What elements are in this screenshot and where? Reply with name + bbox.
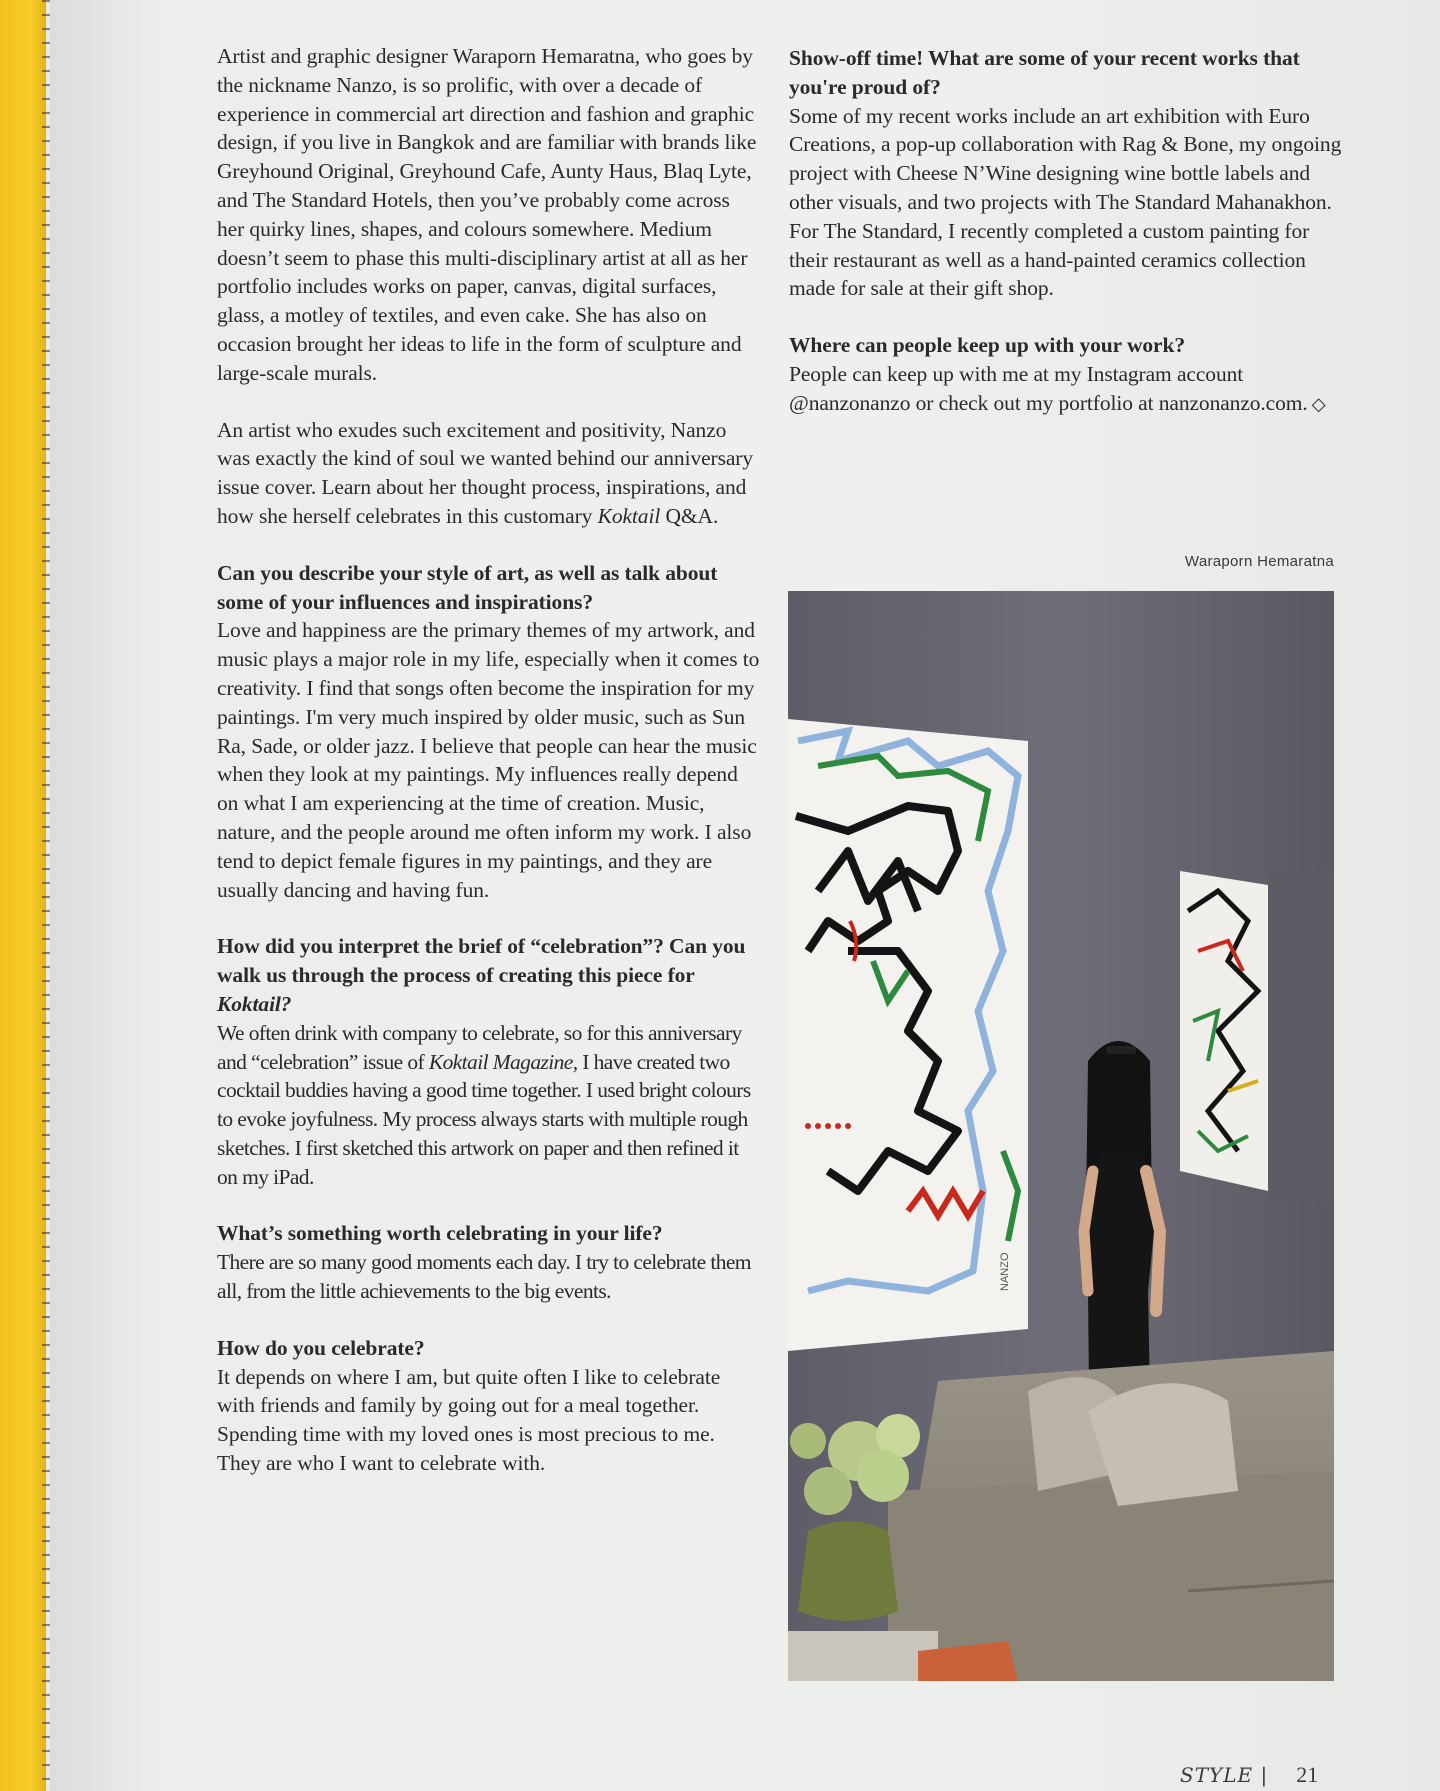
a6-text: People can keep up with me at my Instagram account @nanzonanzo or check out my portfolio at nanzonanzo.com. xyxy=(789,361,1308,415)
question-style: Can you describe your style of art, as well as talk about some of your influences and inspirations? xyxy=(217,560,718,614)
sofa xyxy=(888,1351,1334,1681)
answer-celebration xyxy=(217,1019,762,1192)
question-how-celebrate: How do you celebrate? xyxy=(217,1335,425,1360)
yellow-page-edge xyxy=(0,0,46,1791)
answer-worth-celebrating: There are so many good moments each day. I try to celebrate them all, from the little achievements to the big events. xyxy=(217,1250,751,1304)
q2-text: How did you interpret the brief of “celebration”? Can you walk us through the process of creating this piece for xyxy=(217,934,746,988)
painting-signature: NANZO xyxy=(999,1252,1011,1291)
page-footer xyxy=(1180,1762,1318,1788)
a2-italic: Koktail Magazine, xyxy=(428,1049,578,1074)
section-label: STYLE | xyxy=(1180,1763,1269,1787)
question-celebration xyxy=(217,932,762,1018)
page-number: 21 xyxy=(1296,1762,1319,1787)
large-painting xyxy=(788,719,1028,1351)
answer-how-celebrate: It depends on where I am, but quite often I like to celebrate with friends and family by going out for a meal together. Spending time with my loved ones is most precious to me. They are who I want to celebrate with. xyxy=(217,1364,721,1476)
question-worth-celebrating: What’s something worth celebrating in your life? xyxy=(217,1221,663,1246)
left-column xyxy=(217,42,762,1506)
question-keep-up: Where can people keep up with your work? xyxy=(789,333,1185,358)
intro2-text: An artist who exudes such excitement and positivity, Nanzo was exactly the kind of soul we wanted behind our anniversary issue cover. Learn about her thought process, inspirations, and how she herself celebrates in this customary xyxy=(217,417,754,528)
intro-paragraph: Artist and graphic designer Waraporn Hemaratna, who goes by the nickname Nanzo, is so prolific, with over a decade of experience in commercial art direction and fashion and graphic design, if you live in Bangkok and are familiar with brands like Greyhound Original, Greyhound Cafe, Aunty Haus, Blaq Lyte, and The Standard Hotels, then you’ve probably come across her quirky lines, shapes, and colours somewhere. Medium doesn’t seem to phase this multi-disciplinary artist at all as her portfolio includes works on paper, canvas, digital surfaces, glass, a motley of textiles, and even cake. She has also on occasion brought her ideas to life in the form of sculpture and large-scale murals. xyxy=(217,44,757,385)
a2-text-end: I have created two cocktail buddies having a good time together. I used bright colours to evoke joyfulness. My process always starts with multiple rough sketches. I first sketched this artwork on paper and then refined it on my iPad. xyxy=(217,1049,751,1189)
intro-paragraph-2 xyxy=(217,416,762,531)
a2-text: We often drink with company to celebrate, so for this anniversary and “celebration” issue of xyxy=(217,1020,742,1074)
end-mark-icon: ◇ xyxy=(1311,393,1326,414)
question-recent-works: Show-off time! What are some of your recent works that you're proud of? xyxy=(789,46,1300,99)
small-painting xyxy=(1180,871,1268,1191)
answer-keep-up xyxy=(789,360,1344,419)
right-column xyxy=(789,44,1344,447)
answer-recent-works: Some of my recent works include an art exhibition with Euro Creations, a pop-up collaboration with Rag & Bone, my ongoing project with Cheese N’Wine designing wine bottle labels and other visuals, and two projects with The Standard Mahanakhon. For The Standard, I recently completed a custom painting for their restaurant as well as a hand-painted ceramics collection made for sale at their gift shop. xyxy=(789,103,1342,301)
intro2-text-end: Q&A. xyxy=(660,503,719,528)
artist-photo-illustration xyxy=(788,591,1334,1681)
answer-style: Love and happiness are the primary themes of my artwork, and music plays a major role in my life, especially when it comes to creativity. I find that songs often become the inspiration for my paintings. I'm very much inspired by older music, such as Sun Ra, Sade, or older jazz. I believe that people can hear the music when they look at my paintings. My influences really depend on what I am experiencing at the time of creation. Music, nature, and the people around me often inform my work. I also tend to depict female figures in my paintings, and they are usually dancing and having fun. xyxy=(217,618,760,902)
photo-caption: Waraporn Hemaratna xyxy=(1184,553,1334,570)
intro2-italic: Koktail xyxy=(597,503,661,528)
wall-edge xyxy=(1268,871,1334,1201)
q2-italic: Koktail? xyxy=(217,991,292,1016)
artist-photo xyxy=(788,591,1334,1681)
